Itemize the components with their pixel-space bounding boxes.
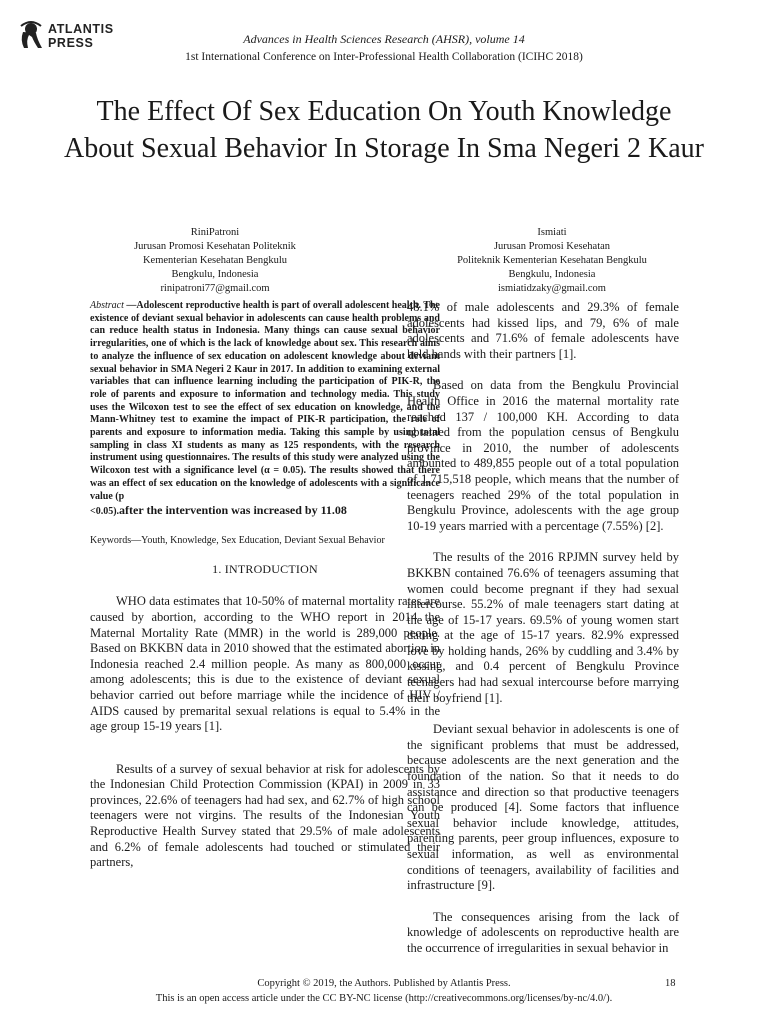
abstract-text: —Adolescent reproductive health is part of overall adolescent health. The existence of deviant sexual behavior in adolescents can cause health problems and can reduce health status in Indonesia. Many things can cause sexual behavior irregularities, one of which is the lack of knowledge about sex. This research aims to analyze the influence of sex education on adolescent knowledge about deviant sexual behavior in SMA Negeri 2 Kaur in 2017. In addition to examining external variables that can influence learning including the participation of PIK-R, the role of parents and exposure to information and technology media. This study uses the Wilcoxon test to see the effect of sex education on knowledge, and the Mann-Whitney test to examine the impact of PIK-R participation, the role of parents and exposure to information media. Taking this sample by using total sampling in class XI students as many as 125 respondents, with the research instrument using questionnaires. The results of this study were analyzed using the Wilcoxon test with a significance level (α = 0.05). The results showed that there was an effect of sex education on the knowledge of adolescents with a significance value (p <box>90 300 440 502</box>
paragraph: Deviant sexual behavior in adolescents is one of the significant problems that must be addressed, because adolescents are the next generation and the foundation of the nation. So that it needs to do assistance and direction so that productive teenagers can be produced [4]. Some factors that influence sexual behavior include knowledge, attitudes, parenting parents, peer group influences, exposure to sexual information, as well as environmental conditions of teenagers, availability of facilities and infrastructure [9]. <box>407 722 679 893</box>
logo-line2: PRESS <box>48 36 94 50</box>
paragraph: The consequences arising from the lack of knowledge of adolescents on reproductive health are the occurrence of irregularities in sexual behavior in <box>407 909 679 955</box>
abstract-result: after the intervention was increased by 11.08 <box>119 503 347 518</box>
author-name: Ismiati <box>537 227 567 238</box>
paragraph: 48.1% of male adolescents and 29.3% of female adolescents had kissed lips, and 79, 6% of male adolescents and 71.6% of female adolescents have held hands with their partners [1]. <box>407 300 679 361</box>
author-location: Bengkulu, Indonesia <box>508 269 596 280</box>
abstract <box>90 300 440 503</box>
logo-line1: ATLANTIS <box>48 22 114 36</box>
paragraph: Based on data from the Bengkulu Provincial Health Office in 2016 the maternal mortality rate reached 137 / 100,000 KH. According to data obtained from the population census of Bengkulu province in 2010, the number of adolescents amounted to 489,855 people out of a total population of 1,715,518 people, which means that the number of teenagers reached 29% of the total population in Bengkulu Province, adolescents with the age group 10-19 years married with a percentage (7.55%) [2]. <box>407 378 679 533</box>
author-email[interactable]: ismiatidzaky@gmail.com <box>498 283 606 294</box>
abstract-label: Abstract <box>90 300 124 311</box>
paragraph: The results of the 2016 RPJMN survey held by BKKBN contained 76.6% of teenagers assuming that women could become pregnant if they had sexual intercourse. 55.2% of male teenagers start dating at the age of 15-17 years. 69.5% of young women start dating at the age of 15-17 years. 82.9% expressed love by holding hands, 26% by cuddling and 3.4% by kissing, and 0.4 percent of Bengkulu Province teenagers had had sexual intercourse before marrying their boyfriend [1]. <box>407 550 679 705</box>
abstract-conclusion <box>90 503 440 519</box>
author-location: Bengkulu, Indonesia <box>171 269 259 280</box>
author-name: RiniPatroni <box>190 227 240 238</box>
journal-title: Advances in Health Sciences Research (AHSR), volume 14 <box>243 32 525 46</box>
author-block-1 <box>65 226 365 296</box>
abstract-pvalue: <0.05). <box>90 506 120 518</box>
author-affiliation: Jurusan Promosi Kesehatan <box>493 241 611 252</box>
author-affiliation: Jurusan Promosi Kesehatan Politeknik <box>134 241 296 252</box>
section-heading: 1. INTRODUCTION <box>212 561 318 576</box>
conference-title: 1st International Conference on Inter-Professional Health Collaboration (ICIHC 2018) <box>185 51 583 63</box>
paragraph: Results of a survey of sexual behavior at risk for adolescents by the Indonesian Child Protection Commission (KPAI) in 2009 in 33 provinces, 22.6% of teenagers had had sex, and 62.7% of high school teenagers were not virgins. The results of the Indonesian Youth Reproductive Health Survey stated that 29.5% of male adolescents and 6.2% of female adolescents had touched or stimulated their partners, <box>90 761 440 870</box>
right-column <box>407 300 679 957</box>
paper-title: The Effect Of Sex Education On Youth Knowledge About Sexual Behavior In Storage In Sma Negeri 2 Kaur <box>64 96 704 164</box>
author-affiliation: Politeknik Kementerian Kesehatan Bengkulu <box>457 255 647 266</box>
paragraph: WHO data estimates that 10-50% of maternal mortality rates are caused by abortion, according to the WHO report in 2014 the Maternal Mortality Rate (MMR) in the world is 289,000 people. Based on BKKBN data in 2010 showed that the estimated abortion in Indonesia reached 2.4 million people. As many as 800,000 occur among adolescents; this is due to the existence of deviant sexual behavior carried out before marriage while the incidence of HIV / AIDS caused by premarital sexual relations is equal to 5.4% in the age group 15-19 years [1]. <box>90 594 440 734</box>
license-notice[interactable]: This is an open access article under the CC BY-NC license (http://creativecommons.org/licenses/by-nc/4.0/). <box>155 993 613 1004</box>
page-number: 18 <box>665 978 676 989</box>
author-block-2 <box>402 226 702 296</box>
left-column <box>90 300 440 871</box>
copyright-notice: Copyright © 2019, the Authors. Published by Atlantis Press. <box>257 978 511 989</box>
author-affiliation: Kementerian Kesehatan Bengkulu <box>142 255 288 266</box>
keywords: Keywords—Youth, Knowledge, Sex Education, Deviant Sexual Behavior <box>90 535 385 547</box>
author-email[interactable]: rinipatroni77@gmail.com <box>160 283 270 294</box>
